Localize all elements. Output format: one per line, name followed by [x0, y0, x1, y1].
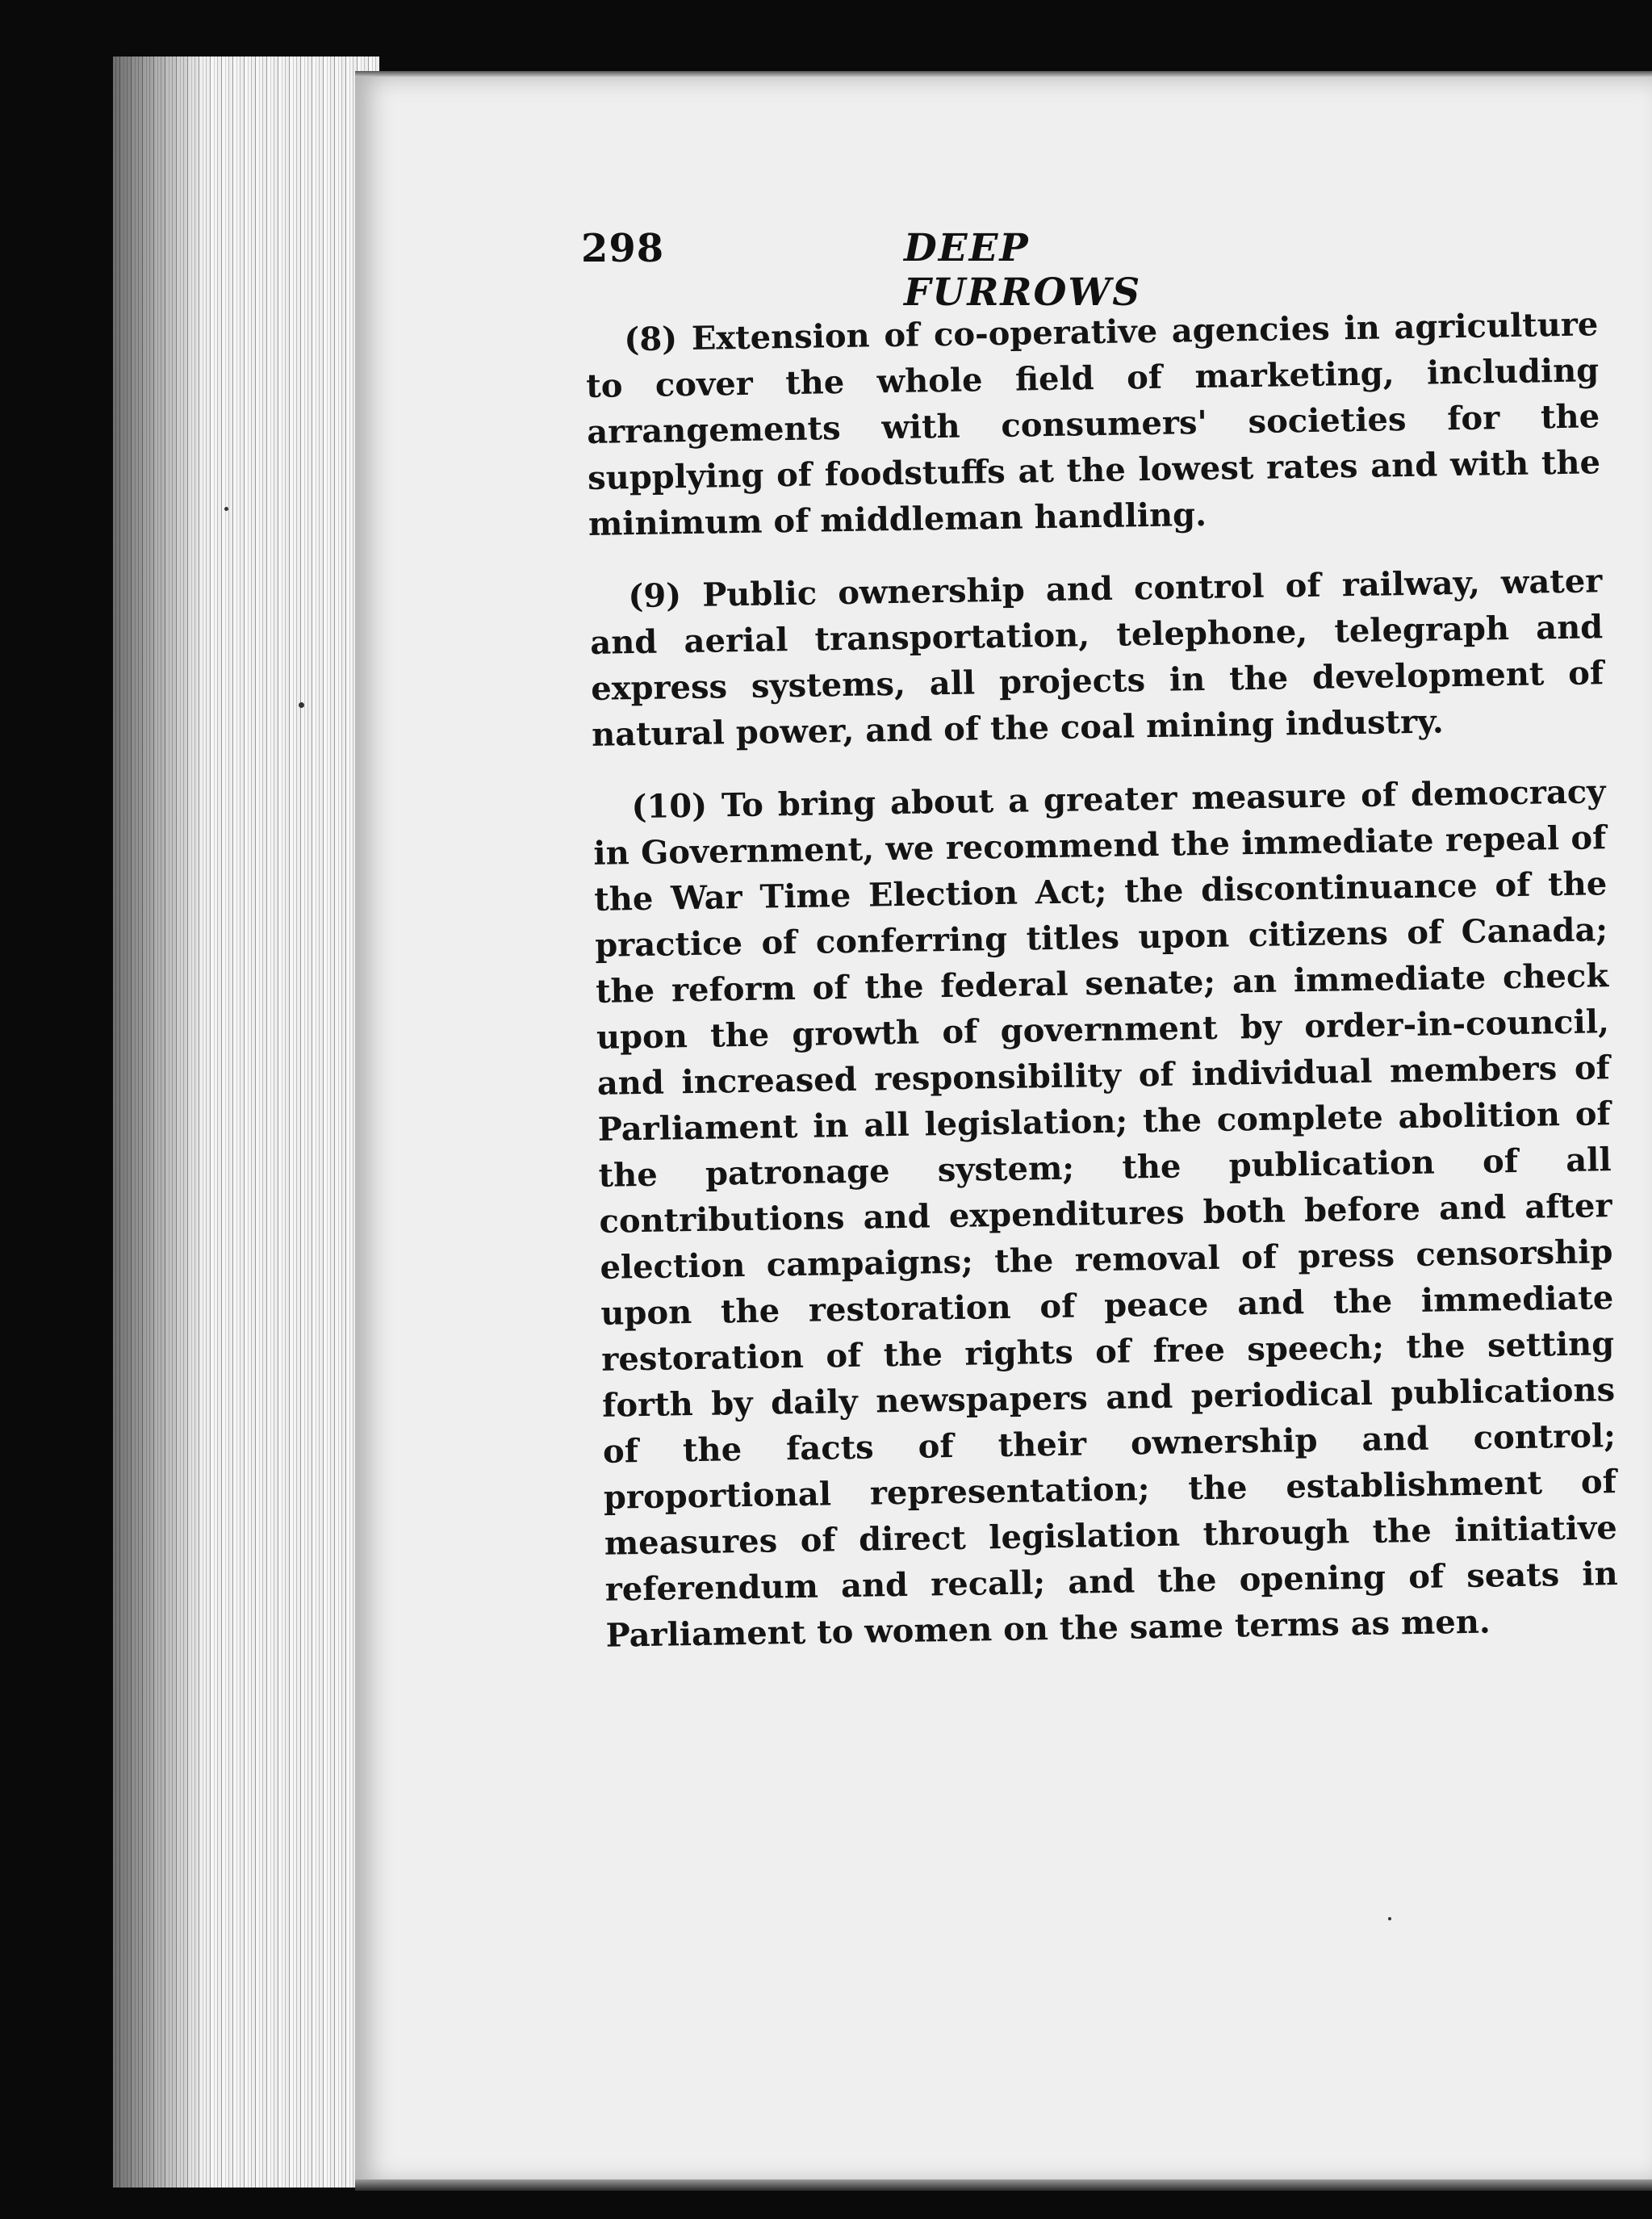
paragraph-item-10: (10) To bring about a greater measure of democracy in Government, we recommend the immediate repeal of the War Time Election Act; the discontinuance of the practice of conferring titles upon citizens of Canada; the reform of the federal senate; an immediate check upon the growth of government by order-in-council, and increased responsibility of individual members of Parliament in all legislation; the complete abolition of the patronage system; the publication of all contributions and expenditures both before and after election campaigns; the removal of press censorship upon the restoration of peace and the immediate restoration of the rights of free speech; the setting forth by daily newspapers and periodical publications of the facts of their ownership and control; proportional representation; the establishment of measures of direct legislation through the initiative referendum and recall; and the opening of seats in Parliament to women on the same terms as men.: [593, 772, 1618, 1655]
dust-speck: [1388, 1917, 1391, 1920]
page-bottom-edge: [355, 2179, 1652, 2191]
running-title: DEEP FURROWS: [904, 226, 1142, 315]
page-number: 298: [581, 226, 665, 271]
paragraph-item-9: (9) Public ownership and control of railway, water and aerial transportation, telephone, telegraph and express systems, all projects in the development of natural power, and of the coal mining industry.: [589, 562, 1604, 754]
page-header: [581, 226, 1275, 315]
body-text: [585, 301, 1619, 1685]
dust-speck: [299, 702, 304, 708]
paragraph-item-8: (8) Extension of co-operative agencies in agriculture to cover the whole field of marketing, including arrangements with consumers' societies for the supplying of foodstuffs at the lowest rates and with the minimum of middleman handling.: [585, 305, 1601, 543]
dust-speck: [224, 507, 228, 511]
page-edges: [113, 57, 379, 2188]
